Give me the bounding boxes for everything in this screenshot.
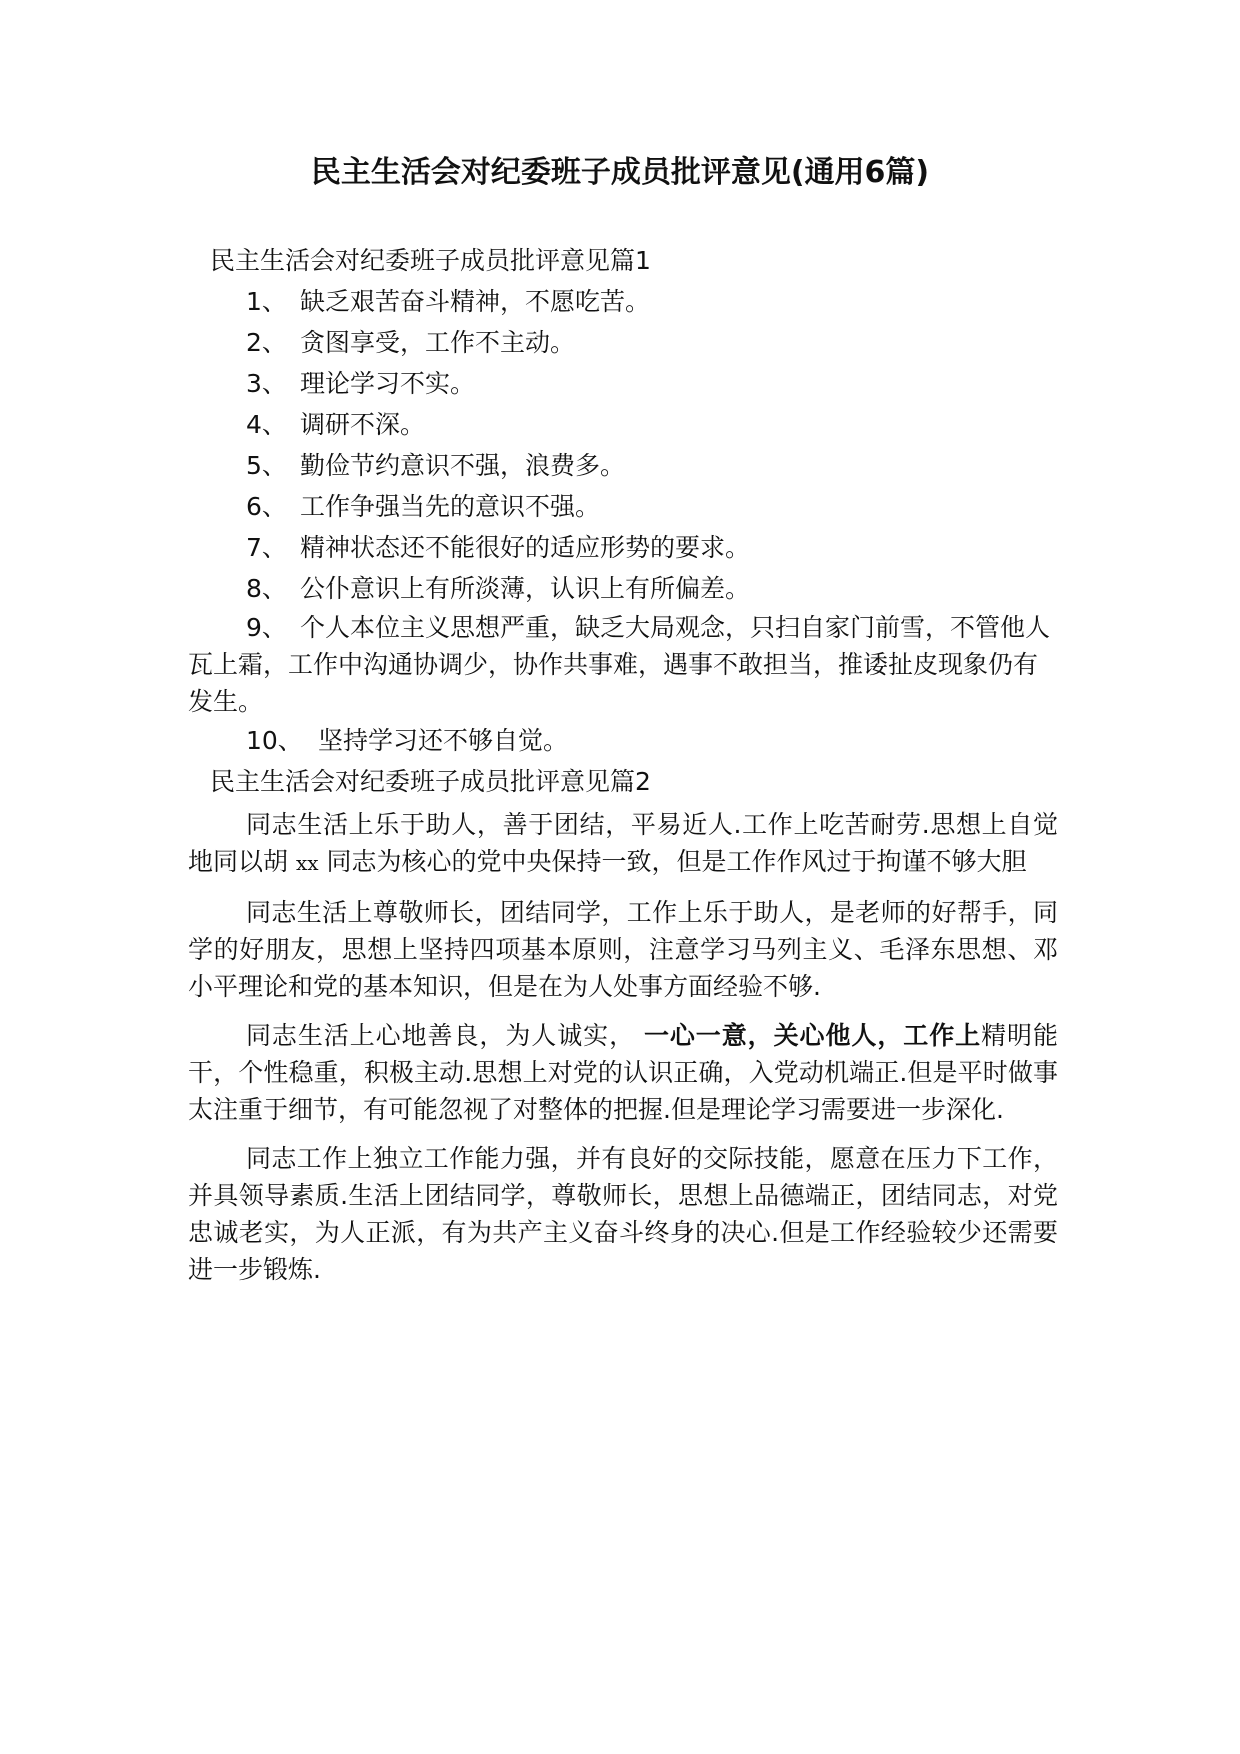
list-item [188,363,1058,404]
list-item [188,568,1058,609]
section-heading-2: 民主生活会对纪委班子成员批评意见篇2 [210,767,651,796]
list-item-number: 5、 [246,451,287,480]
list-item-number: 6、 [246,492,287,521]
document-body [188,240,1058,1300]
list-item-text: 个人本位主义思想严重，缺乏大局观念，只扫自家门前雪，不管他人瓦上霜，工作中沟通协调少，协作共事难，遇事不敢担当，推诿扯皮现象仍有发生。 [188,613,1051,716]
list-item-text: 公仆意识上有所淡薄，认识上有所偏差。 [300,574,751,603]
list-item-number: 4、 [246,410,287,439]
list-item-text: 贪图享受，工作不主动。 [300,328,576,357]
list-item-text: 精神状态还不能很好的适应形势的要求。 [300,533,751,562]
list-item [188,527,1058,568]
list-item [188,486,1058,527]
list-item-number: 9、 [246,613,287,642]
list-item-text: 缺乏艰苦奋斗精神，不愿吃苦。 [300,287,651,316]
list-item [188,404,1058,445]
list-item [188,609,1058,720]
list-item [188,720,1058,761]
document-title: 民主生活会对纪委班子成员批评意见(通用6篇) [310,155,930,190]
paragraph-bold-text: 一心一意，关心他人，工作上 [643,1021,982,1050]
list-item-text: 勤俭节约意识不强，浪费多。 [300,451,626,480]
list-item [188,322,1058,363]
list-item [188,281,1058,322]
list-item-text: 工作争强当先的意识不强。 [300,492,601,521]
paragraph-text: 同志生活上心地善良，为人诚实， [246,1021,636,1050]
paragraph-1 [188,806,1058,882]
list-item-number: 10、 [246,726,303,755]
list-item-number: 1、 [246,287,287,316]
paragraph-text: 精明能干，个性稳重，积极主动.思想上对党的认识正确，入党动机端正.但是平时做事太注重于细节，有可能忽视了对整体的把握.但是理论学习需要进一步深化. [188,1021,1058,1124]
paragraph-3 [188,1017,1058,1128]
list-item-number: 7、 [246,533,287,562]
section-heading-1: 民主生活会对纪委班子成员批评意见篇1 [210,246,651,275]
list-item-number: 2、 [246,328,287,357]
list-item-text: 调研不深。 [300,410,426,439]
paragraph-4: 同志工作上独立工作能力强，并有良好的交际技能，愿意在压力下工作，并具领导素质.生活上团结同学，尊敬师长，思想上品德端正，团结同志，对党忠诚老实，为人正派，有为共产主义奋斗终身的决心.但是工作经验较少还需要进一步锻炼. [188,1144,1058,1284]
paragraph-text: 同志生活上乐于助人，善于团结，平易近人.工作上吃苦耐劳.思想上自觉地同以胡 [188,810,1058,876]
placeholder-name: xx [295,851,319,875]
paragraph-text: 同志为核心的党中央保持一致，但是工作作风过于拘谨不够大胆 [326,847,1027,876]
paragraph-2: 同志生活上尊敬师长，团结同学，工作上乐于助人，是老师的好帮手，同学的好朋友，思想上坚持四项基本原则，注意学习马列主义、毛泽东思想、邓小平理论和党的基本知识，但是在为人处事方面经验不够. [188,898,1058,1001]
list-item-number: 3、 [246,369,287,398]
list-item-number: 8、 [246,574,287,603]
list-item-text: 坚持学习还不够自觉。 [318,726,569,755]
list-item [188,445,1058,486]
list-item-text: 理论学习不实。 [300,369,476,398]
